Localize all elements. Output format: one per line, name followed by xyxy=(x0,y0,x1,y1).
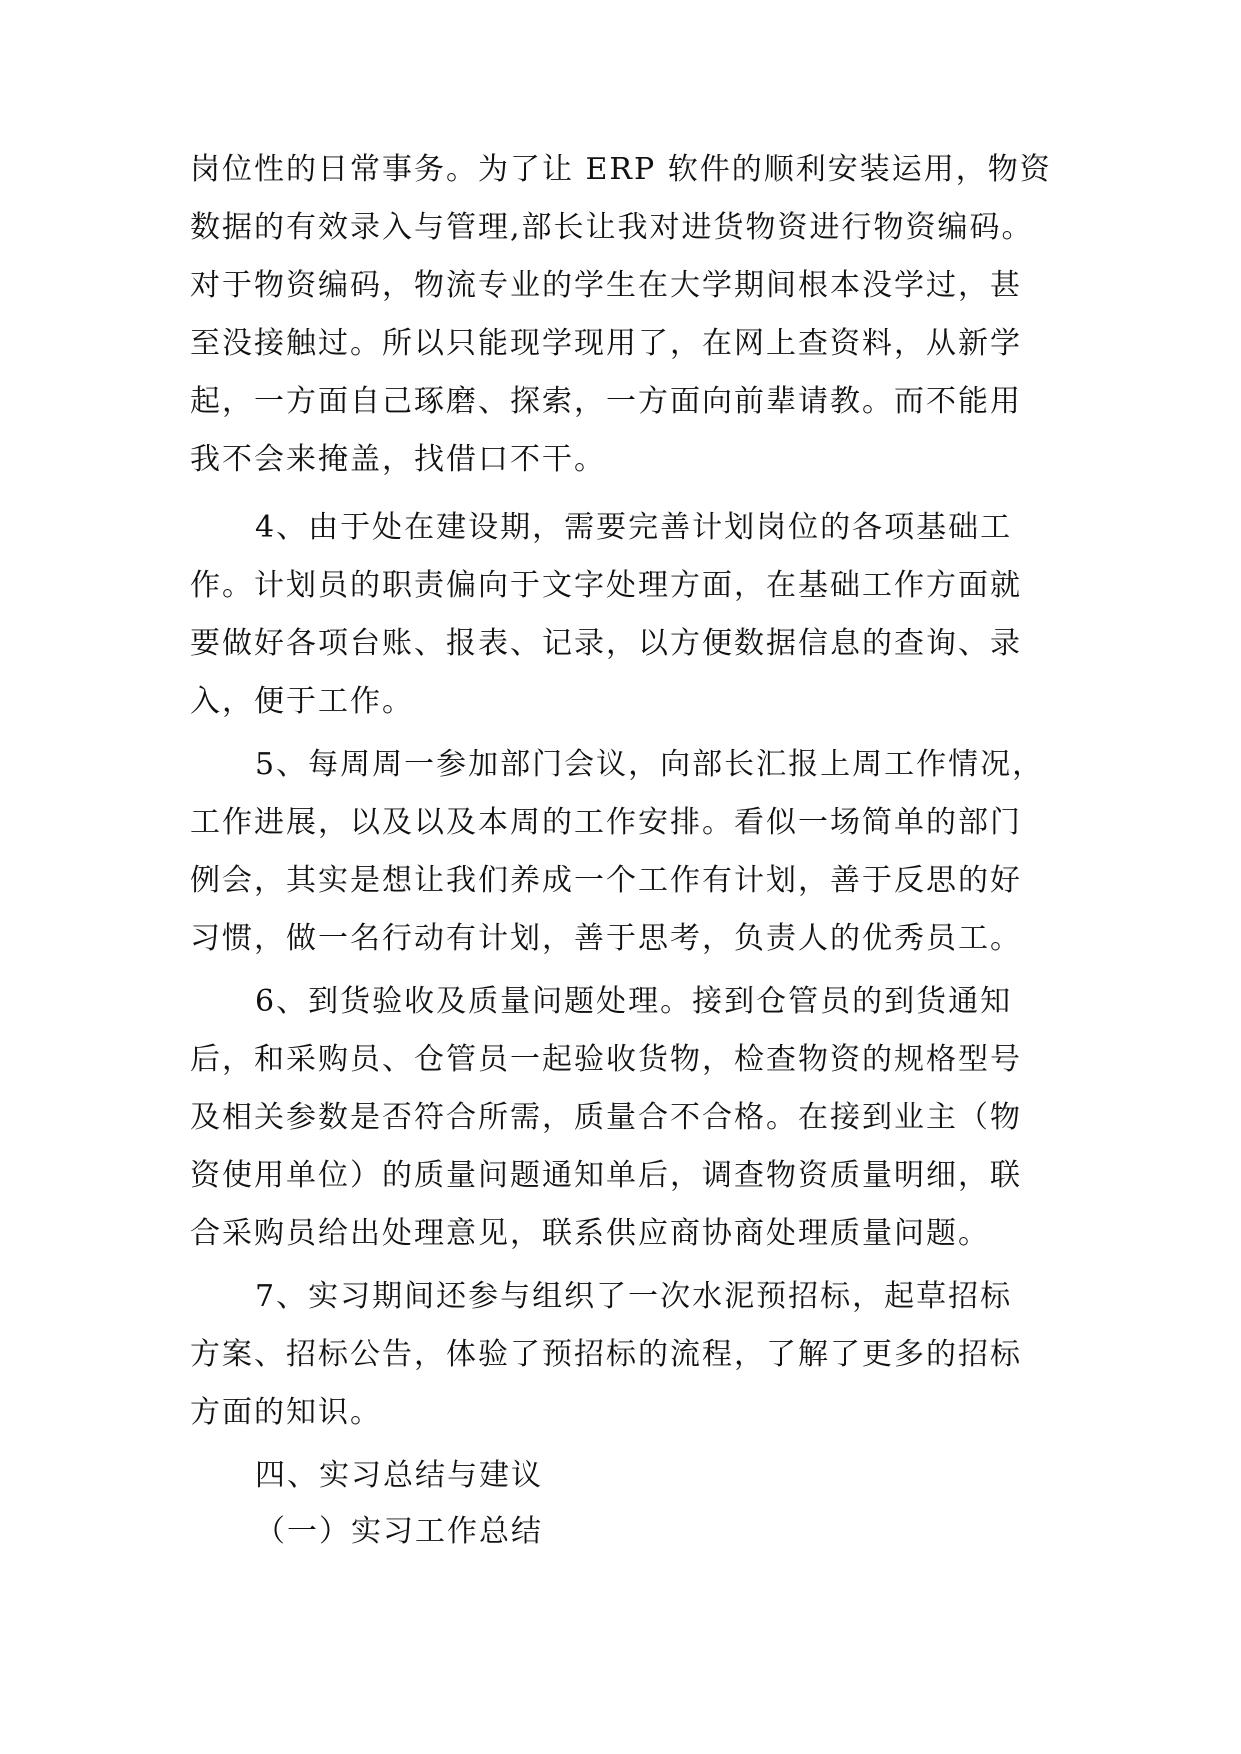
text-line: 后，和采购员、仓管员一起验收货物，检查物资的规格型号 xyxy=(190,1042,1022,1077)
text-line: 例会，其实是想让我们养成一个工作有计划，善于反思的好 xyxy=(190,863,1022,898)
text-line: 作。计划员的职责偏向于文字处理方面，在基础工作方面就 xyxy=(190,568,1022,603)
paragraph-first-line: 5、每周周一参加部门会议，向部长汇报上周工作情况， xyxy=(255,747,1045,782)
section-heading: 四、实习总结与建议 xyxy=(255,1458,543,1493)
text-line: 及相关参数是否符合所需，质量合不合格。在接到业主（物 xyxy=(190,1100,1022,1135)
text-line: 工作进展，以及以及本周的工作安排。看似一场简单的部门 xyxy=(190,805,1022,840)
text-line: 岗位性的日常事务。为了让 ERP 软件的顺利安装运用，物资 xyxy=(190,152,1052,187)
text-line: 要做好各项台账、报表、记录，以方便数据信息的查询、录 xyxy=(190,626,1022,661)
text-line: 入，便于工作。 xyxy=(190,684,414,719)
paragraph-first-line: 7、实习期间还参与组织了一次水泥预招标，起草招标 xyxy=(255,1279,1013,1314)
paragraph-first-line: 4、由于处在建设期，需要完善计划岗位的各项基础工 xyxy=(255,510,1013,545)
paragraph-first-line: 6、到货验收及质量问题处理。接到仓管员的到货通知 xyxy=(255,984,1013,1019)
text-line: 方面的知识。 xyxy=(190,1395,382,1430)
text-line: 数据的有效录入与管理,部长让我对进货物资进行物资编码。 xyxy=(190,210,1034,245)
text-line: 方案、招标公告，体验了预招标的流程，了解了更多的招标 xyxy=(190,1337,1022,1372)
text-line: 对于物资编码，物流专业的学生在大学期间根本没学过，甚 xyxy=(190,268,1022,303)
text-line: 习惯，做一名行动有计划，善于思考，负责人的优秀员工。 xyxy=(190,921,1022,956)
text-line: 合采购员给出处理意见，联系供应商协商处理质量问题。 xyxy=(190,1216,990,1251)
text-line: 至没接触过。所以只能现学现用了，在网上查资料，从新学 xyxy=(190,326,1022,361)
text-line: 我不会来掩盖，找借口不干。 xyxy=(190,442,606,477)
text-line: 起，一方面自己琢磨、探索，一方面向前辈请教。而不能用 xyxy=(190,384,1022,419)
subsection-heading: （一）实习工作总结 xyxy=(255,1514,543,1549)
text-line: 资使用单位）的质量问题通知单后，调查物资质量明细，联 xyxy=(190,1158,1022,1193)
